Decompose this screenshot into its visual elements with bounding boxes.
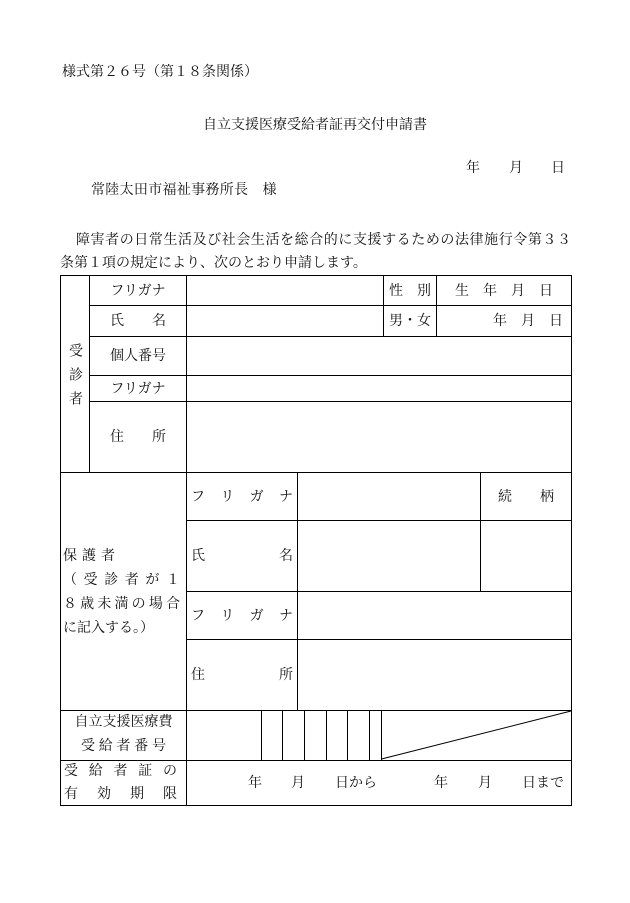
guardian-furigana-label-cell xyxy=(186,472,298,521)
certificate-number-label-cell xyxy=(60,710,187,761)
patient-section-label: 受診者 xyxy=(67,343,83,415)
validity-to-month: 月 xyxy=(478,775,492,791)
patient-sex-label: 性 別 xyxy=(389,282,431,299)
certificate-number-field[interactable] xyxy=(186,710,572,761)
validity-from-suffix: 日から xyxy=(335,775,377,791)
guardian-address-label: 住 所 xyxy=(191,667,293,683)
addressee: 常陸太田市福祉事務所長 様 xyxy=(91,182,277,198)
patient-my-number-label-cell xyxy=(89,336,187,376)
guardian-address-furigana-label-cell xyxy=(186,591,298,640)
patient-section-cell xyxy=(60,275,90,473)
validity-field[interactable] xyxy=(186,760,572,806)
guardian-address-furigana-label: フ リ ガ ナ xyxy=(191,607,293,624)
patient-my-number-field[interactable] xyxy=(186,336,572,376)
validity-to-suffix: 日まで xyxy=(522,775,564,791)
digit-boxes xyxy=(186,710,572,761)
patient-dob-value: 年 月 日 xyxy=(493,313,563,329)
intro-line: 条第１項の規定により、次のとおり申請します。 xyxy=(60,255,367,271)
date-month-label: 月 xyxy=(509,160,523,176)
guardian-name-label: 氏 名 xyxy=(191,548,293,564)
validity-label-line: 有効期限 xyxy=(64,786,177,802)
guardian-note-line: に記入する。） xyxy=(63,619,154,636)
patient-name-field[interactable] xyxy=(186,305,384,337)
intro-line: 障害者の日常生活及び社会生活を総合的に支援するための法律施行令第３３ xyxy=(76,232,571,248)
guardian-note-line: （受診者が１ xyxy=(63,571,180,588)
guardian-address-label-cell xyxy=(186,639,298,711)
patient-address-furigana-label: フリガナ xyxy=(110,380,166,397)
validity-from-month: 月 xyxy=(291,775,305,791)
certificate-number-label-line: 自立支援医療費 xyxy=(74,713,173,730)
validity-from-year: 年 xyxy=(248,775,262,791)
guardian-furigana-field[interactable] xyxy=(297,472,481,521)
patient-address-furigana-label-cell xyxy=(89,375,187,402)
patient-address-label-cell xyxy=(89,401,187,473)
patient-furigana-label-cell xyxy=(89,275,187,306)
patient-address-label: 住 所 xyxy=(110,429,166,445)
patient-sex-label-cell xyxy=(383,275,437,306)
patient-my-number-label: 個人番号 xyxy=(110,348,166,364)
application-table xyxy=(60,275,572,806)
guardian-relationship-label: 続 柄 xyxy=(498,488,554,505)
guardian-note xyxy=(63,544,180,640)
guardian-name-label-cell xyxy=(186,520,298,592)
guardian-note-line: ８歳未満の場合 xyxy=(63,595,180,612)
validity-label-line: 受給者証の xyxy=(64,763,177,779)
patient-sex-options: 男・女 xyxy=(389,313,431,329)
patient-furigana-label: フリガナ xyxy=(110,282,166,299)
validity-to-year: 年 xyxy=(434,775,448,791)
certificate-number-label-line: 受給者番号 xyxy=(81,737,166,754)
guardian-relationship-label-cell xyxy=(480,472,572,521)
patient-sex-field[interactable] xyxy=(383,305,437,337)
patient-dob-label: 生 年 月 日 xyxy=(455,282,553,299)
patient-name-label: 氏 名 xyxy=(110,313,166,329)
page-title: 自立支援医療受給者証再交付申請書 xyxy=(203,117,427,133)
patient-name-label-cell xyxy=(89,305,187,337)
guardian-relationship-field[interactable] xyxy=(480,520,572,592)
guardian-name-field[interactable] xyxy=(297,520,481,592)
form-number: 様式第２６号（第１８条関係） xyxy=(62,64,258,80)
guardian-furigana-label: フ リ ガ ナ xyxy=(191,488,293,505)
patient-dob-label-cell xyxy=(436,275,572,306)
validity-label-cell xyxy=(60,760,187,806)
date-day-label: 日 xyxy=(551,160,565,176)
guardian-section-cell xyxy=(60,472,187,711)
guardian-section-label: 保護者 xyxy=(63,547,120,564)
patient-furigana-field[interactable] xyxy=(186,275,384,306)
patient-address-furigana-field[interactable] xyxy=(186,375,572,402)
date-year-label: 年 xyxy=(466,160,480,176)
guardian-address-furigana-field[interactable] xyxy=(297,591,572,640)
patient-dob-field[interactable] xyxy=(436,305,572,337)
guardian-address-field[interactable] xyxy=(297,639,572,711)
strike-diagonal xyxy=(382,711,572,759)
patient-address-field[interactable] xyxy=(186,401,572,473)
